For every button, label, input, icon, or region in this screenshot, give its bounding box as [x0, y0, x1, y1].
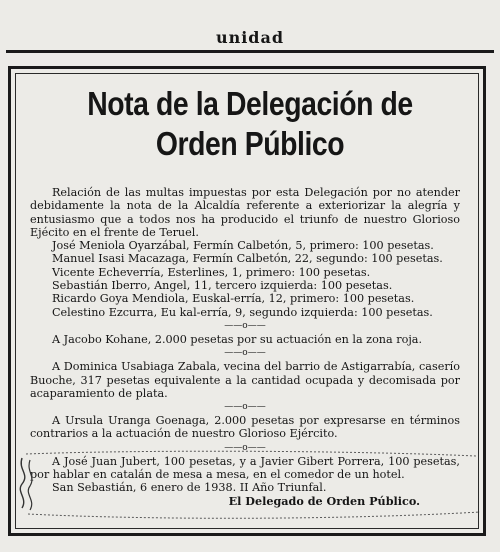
- notice-title: Nota de la Delegación de Orden Público: [87, 85, 413, 162]
- fine-paragraph: A Jacobo Kohane, 2.000 pesetas por su actuación en la zona roja.: [52, 332, 423, 346]
- masthead: unidad: [215, 28, 285, 47]
- masthead-rule: [6, 50, 494, 53]
- fine-item: Vicente Echeverría, Esterlines, 1, primero: 100 pesetas.: [52, 265, 371, 279]
- notice-body: [30, 186, 460, 508]
- fine-item: José Meniola Oyarzábal, Fermín Calbetón, 5, primero: 100 pesetas.: [52, 239, 434, 253]
- fine-item: Ricardo Goya Mendiola, Euskal-erría, 12, primero: 100 pesetas.: [52, 292, 415, 306]
- separator: ——o——: [224, 348, 266, 359]
- fine-paragraph: A Ursula Uranga Goenaga, 2.000 pesetas por expresarse en términos contrarios a la actuación de nuestro Glorioso Ejército.: [30, 414, 460, 441]
- separator: ——o——: [224, 442, 266, 453]
- signature: El Delegado de Orden Público.: [228, 493, 420, 508]
- separator: ——o——: [224, 320, 266, 331]
- fine-item: Celestino Ezcurra, Eu kal-erría, 9, segundo izquierda: 100 pesetas.: [52, 305, 433, 319]
- fine-item: Sebastián Iberro, Angel, 11, tercero izquierda: 100 pesetas.: [52, 279, 393, 293]
- fine-paragraph: A Dominica Usabiaga Zabala, vecina del barrio de Astigarrabía, caserío Buoche, 317 pesetas equivalente a la cantidad ocupada y decomisada por acaparamiento de plata.: [30, 360, 460, 400]
- dateline: San Sebastián, 6 enero de 1938. II Año Triunfal.: [52, 481, 327, 495]
- fine-paragraph: A José Juan Jubert, 100 pesetas, y a Javier Gibert Porrera, 100 pesetas, por hablar en catalán de mesa a mesa, en el comedor de un hotel.: [30, 454, 460, 482]
- fine-item: Manuel Isasi Macazaga, Fermín Calbetón, 22, segundo: 100 pesetas.: [52, 252, 443, 266]
- intro-paragraph: Relación de las multas impuestas por esta Delegación por no atender debidamente la nota de la Alcaldía referente a exteriorizar la alegría y entusiasmo que a todos nos ha producido el triunfo de nuestro Glorioso Ejécito en el frente de Teruel.: [30, 186, 460, 239]
- separator: ——o——: [224, 402, 266, 413]
